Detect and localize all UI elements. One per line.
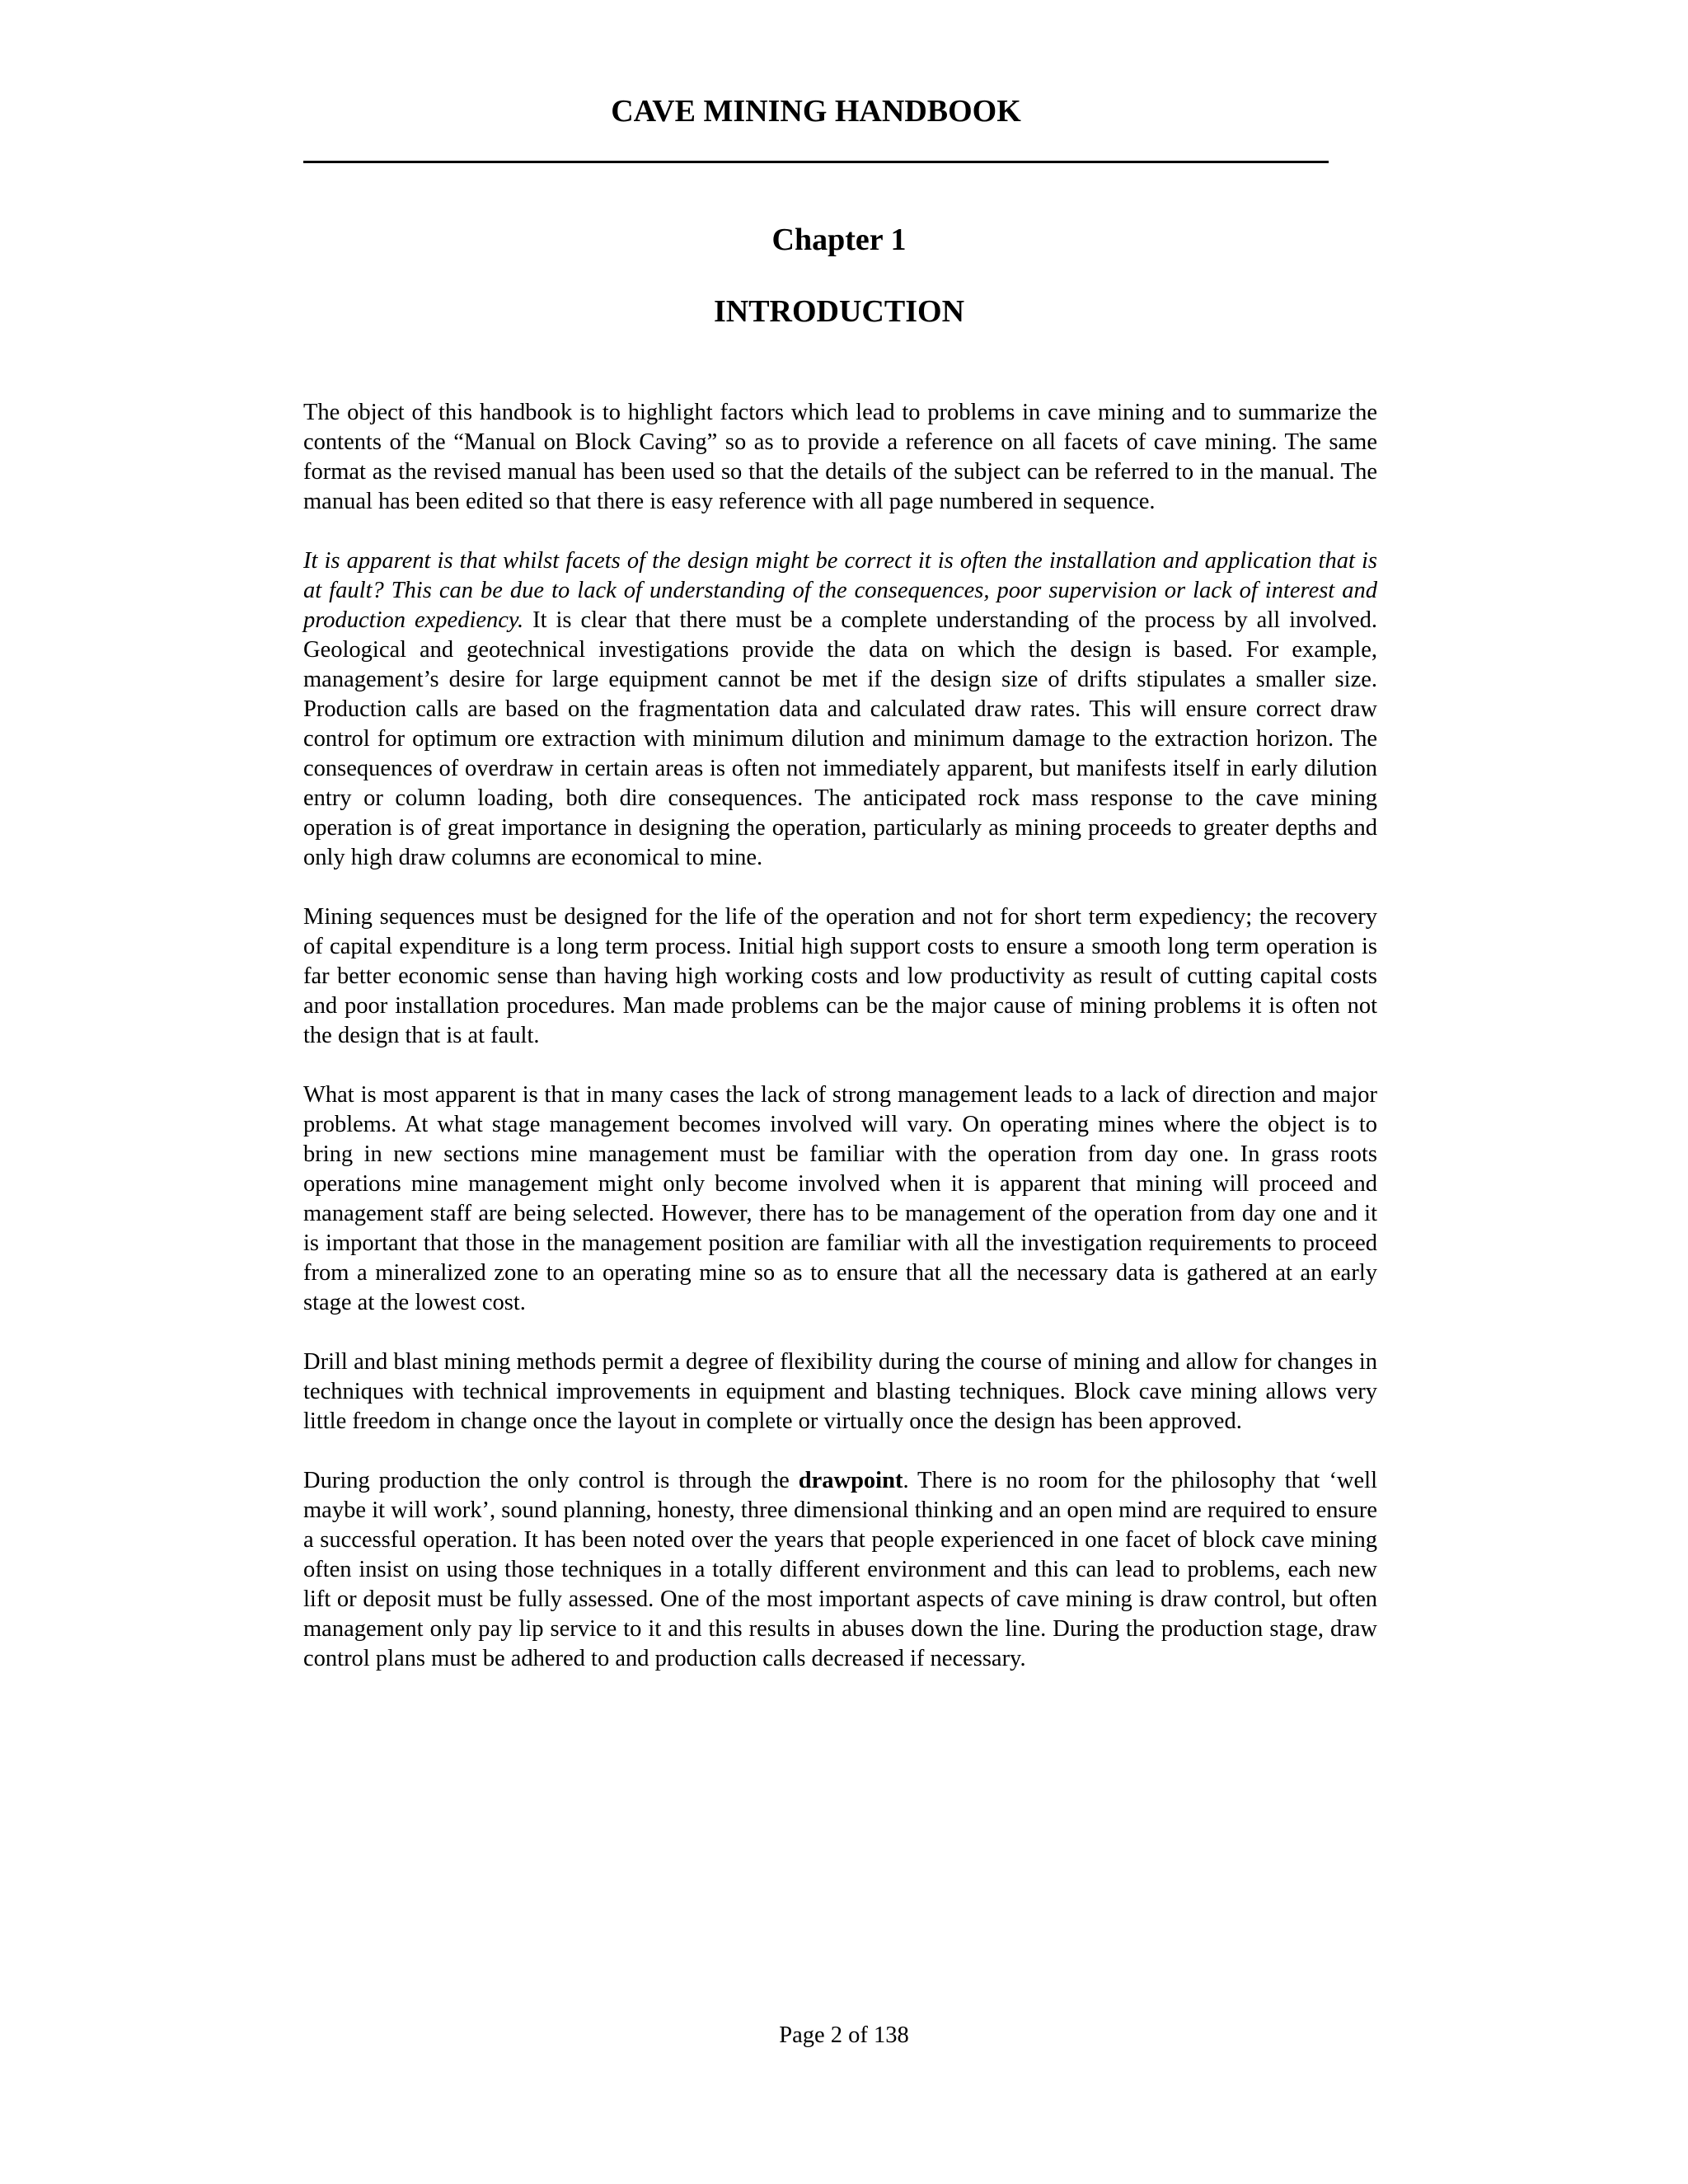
- chapter-number: Chapter 1: [771, 223, 907, 257]
- paragraph-2-italic: It is apparent is that whilst facets of the design might be correct it is often the installation and application that is at fault? This can be due to lack of understanding of the consequences, poor supervision or lack of interest and production expediency.: [303, 548, 1377, 633]
- paragraph-1: The object of this handbook is to highlight factors which lead to problems in cave mining and to summarize the contents of the “Manual on Block Caving” so as to provide a reference on all facets of cave mining. The same format as the revised manual has been used so that the details of the subject can be referred to in the manual. The manual has been edited so that there is easy reference with all page numbered in sequence.: [303, 400, 1377, 514]
- paragraph-5: Drill and blast mining methods permit a degree of flexibility during the course of mining and allow for changes in techniques with technical improvements in equipment and blasting techniques. Block cave mining allows very little freedom in change once the layout in complete or virtually once the design has been approved.: [303, 1349, 1377, 1434]
- paragraph-4: What is most apparent is that in many cases the lack of strong management leads to a lack of direction and major problems. At what stage management becomes involved will vary. On operating mines where the object is to bring in new sections mine management must be familiar with the operation from day one. In grass roots operations mine management might only become involved when it is apparent that mining will proceed and management staff are being selected. However, there has to be management of the operation from day one and it is important that those in the management position are familiar with all the investigation requirements to proceed from a mineralized zone to an operating mine so as to ensure that all the necessary data is gathered at an early stage at the lowest cost.: [303, 1082, 1377, 1315]
- paragraph-6: [303, 1466, 1377, 1674]
- running-header-title: CAVE MINING HANDBOOK: [611, 94, 1021, 129]
- body-text: [303, 398, 1377, 1704]
- header-rule: [303, 161, 1329, 163]
- chapter-title: INTRODUCTION: [713, 294, 965, 329]
- paragraph-2: [303, 546, 1377, 873]
- paragraph-6-start: During production the only control is through the: [303, 1468, 799, 1493]
- paragraph-2-text: It is clear that there must be a complete understanding of the process by all involved. Geological and geotechnical investigations provide the data on which the design is based. For example, management’s desire for large equipment cannot be met if the design size of drifts stipulates a smaller size. Production calls are based on the fragmentation data and calculated draw rates. This will ensure correct draw control for optimum ore extraction with minimum dilution and minimum damage to the extraction horizon. The consequences of overdraw in certain areas is often not immediately apparent, but manifests itself in early dilution entry or column loading, both dire consequences. The anticipated rock mass response to the cave mining operation is of great importance in designing the operation, particularly as mining proceeds to greater depths and only high draw columns are economical to mine.: [303, 607, 1378, 870]
- paragraph-6-text: . There is no room for the philosophy that ‘well maybe it will work’, sound planning, honesty, three dimensional thinking and an open mind are required to ensure a successful operation. It has been noted over the years that people experienced in one facet of block cave mining often insist on using those techniques in a totally different environment and this can lead to problems, each new lift or deposit must be fully assessed. One of the most important aspects of cave mining is draw control, but often management only pay lip service to it and this results in abuses down the line. During the production stage, draw control plans must be adhered to and production calls decreased if necessary.: [303, 1468, 1378, 1671]
- paragraph-3: Mining sequences must be designed for the life of the operation and not for short term expediency; the recovery of capital expenditure is a long term process. Initial high support costs to ensure a smooth long term operation is far better economic sense than having high working costs and low productivity as result of cutting capital costs and poor installation procedures. Man made problems can be the major cause of mining problems it is often not the design that is at fault.: [303, 904, 1377, 1048]
- drawpoint-term: drawpoint: [798, 1468, 903, 1493]
- page-number: Page 2 of 138: [779, 2022, 909, 2048]
